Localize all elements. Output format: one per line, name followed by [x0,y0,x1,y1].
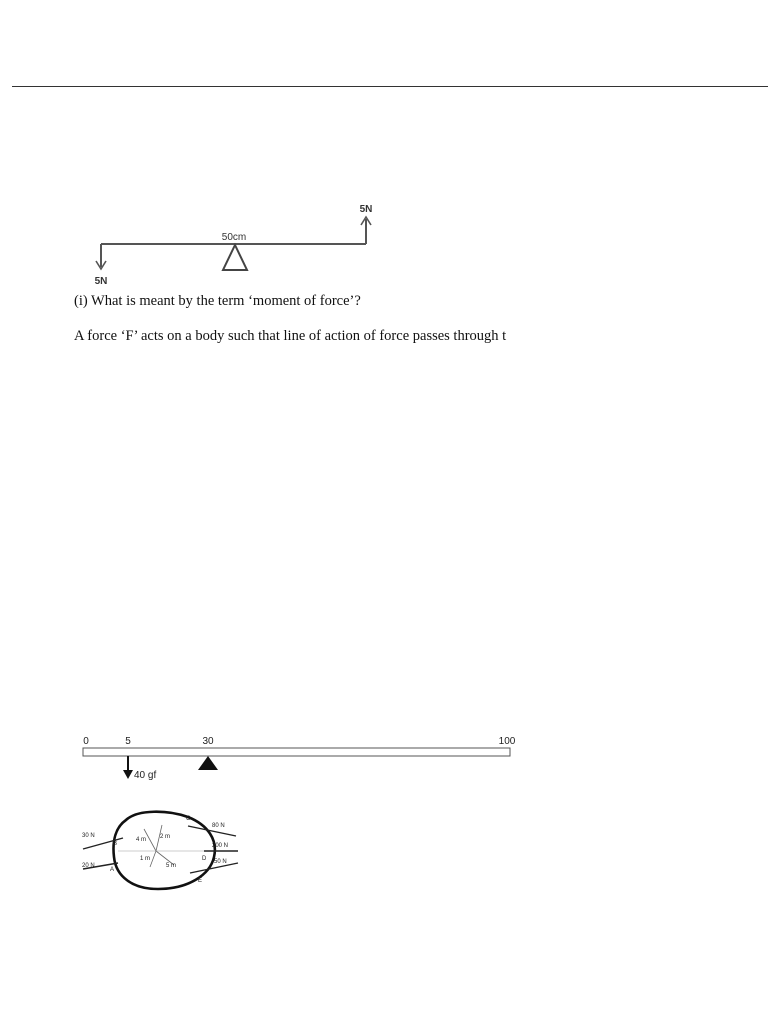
question-moment-of-force: (i) What is meant by the term ‘moment of force’? [74,293,361,309]
force-label-30n: 30 N [82,833,95,839]
length-label: 50cm [221,232,247,243]
tick-label-30: 30 [202,736,214,747]
metre-rule-diagram [75,732,525,787]
metre-rule-bar [83,748,510,756]
distance-label-2m: 2 m [160,834,171,840]
point-label-a: A [110,867,115,873]
fulcrum-triangle-filled [198,756,218,770]
distance-label-4m: 4 m [136,837,147,843]
load-label: 40 gf [134,770,157,781]
top-horizontal-rule [12,86,768,87]
seesaw-diagram [80,195,400,290]
top-force-label: 5N [359,204,373,215]
bottom-force-label: 5N [94,276,108,287]
load-arrow-head [123,770,133,779]
question-force-line-of-action: A force ‘F’ acts on a body such that line of action of force passes through t [74,328,507,344]
fulcrum-triangle [223,245,247,270]
force-label-200n: 200 N [212,843,229,849]
tick-label-0: 0 [83,736,89,747]
point-label-c: C [186,816,191,822]
point-label-d: D [202,856,207,862]
force-label-50n: 50 N [214,859,227,865]
force-label-80n: 80 N [212,823,225,829]
tick-label-100: 100 [498,736,516,747]
distance-line-3 [150,851,156,867]
body-forces-diagram [78,805,248,895]
force-label-20n: 20 N [82,863,95,869]
point-label-e: E [198,878,203,884]
distance-label-5m: 5 m [166,863,177,869]
tick-label-5: 5 [125,736,131,747]
point-label-b: B [113,841,118,847]
distance-label-1m: 1 m [140,856,151,862]
